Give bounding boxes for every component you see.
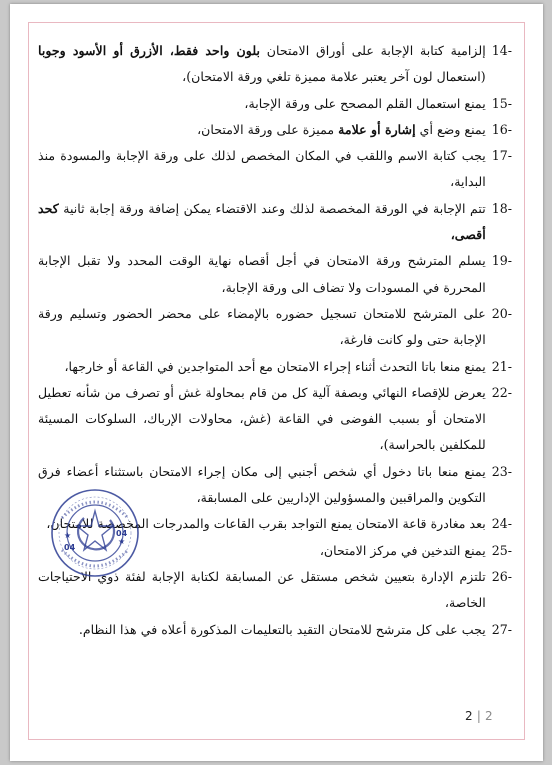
rule-text-part: يمنع منعا باتا التحدث أثناء إجراء الامتحان مع أحد المتواجدين في القاعة أو خارجها،: [64, 358, 486, 374]
rule-number: 21-: [491, 358, 512, 374]
rule-item: [38, 617, 512, 643]
rule-text: [38, 617, 486, 643]
rule-text-part: بعد مغادرة قاعة الامتحان يمنع التواجد بقرب القاعات والمدرجات المخصصة للامتحان،: [46, 516, 486, 532]
rule-text-part: يسلم المترشح ورقة الامتحان في أجل أقصاه نهاية الوقت المحدد ولا تقبل الإجابة المحررة في المسودات ولا تضاف الى ورقة الإجابة،: [38, 253, 486, 295]
rule-text-part: تتم الإجابة في الورقة المخصصة لذلك وعند الاقتضاء يمكن إضافة ورقة إجابة ثانية: [58, 200, 486, 216]
rule-text: [38, 248, 486, 301]
rule-text: [38, 117, 486, 143]
rule-text-emphasis: بلون واحد فقط، الأزرق أو الأسود وجوبا: [38, 43, 260, 58]
rule-text-part: يعرض للإقصاء النهائي وبصفة آلية كل من قام بمحاولة غش أو تصرف من شأنه تعطيل الامتحان أو بسبب الفوضى في القاعة (غش، محاولات الإرباك، السلوكات المسيئة للمكلفين بالحراسة)،: [38, 384, 486, 453]
official-stamp: [50, 488, 140, 578]
stamp-number-2: 04: [64, 543, 76, 552]
rule-item: [38, 301, 512, 354]
rule-text: [38, 91, 486, 117]
rule-text: [38, 354, 486, 380]
rule-text: [38, 38, 486, 91]
svg-text:★: ★: [118, 537, 126, 546]
rule-text-part: يمنع وضع أي: [415, 121, 486, 137]
rule-number: 25-: [491, 542, 512, 558]
rule-item: [38, 380, 512, 459]
rule-text-part: مميزة على ورقة الامتحان،: [197, 121, 339, 137]
stamp-number: 04: [116, 529, 128, 538]
rule-text: [38, 143, 486, 196]
page-current: 2: [465, 709, 473, 723]
rule-number: 14-: [491, 43, 512, 58]
rule-text-part: (استعمال لون آخر يعتبر علامة مميزة تلغي ورقة الامتحان)،: [182, 69, 486, 85]
document-page: [10, 4, 543, 761]
rule-number: 22-: [491, 384, 512, 400]
rule-text-emphasis: كحد أقصى،: [38, 200, 486, 243]
page-number: [465, 709, 493, 723]
rule-number: 20-: [491, 305, 512, 321]
rule-item: [38, 91, 512, 117]
rule-text-part: تلتزم الإدارة بتعيين شخص مستقل عن المسابقة لكتابة الإجابة لفئة ذوي الاحتياجات الخاصة،: [38, 568, 486, 611]
rule-text: [38, 380, 486, 459]
rule-text: [38, 196, 486, 249]
rule-text-part: على المترشح للامتحان تسجيل حضوره بالإمضاء على محضر الحضور وتسليم ورقة الإجابة حتى ولو كانت فارغة،: [38, 305, 486, 348]
rule-text-part: يمنع منعا باتا دخول أي شخص أجنبي إلى مكان إجراء الامتحان باستثناء أعضاء فرق التكوين والمراقبين والمسؤولين الإداريين على المسابقة،: [38, 463, 486, 506]
rule-item: [38, 143, 512, 196]
page-total: 2: [485, 709, 493, 723]
rule-number: 27-: [491, 621, 512, 637]
rule-text-part: يمنع استعمال القلم المصحح على ورقة الإجابة،: [244, 95, 486, 111]
rule-item: [38, 354, 512, 380]
svg-text:★: ★: [64, 531, 72, 540]
rule-number: 19-: [491, 253, 512, 269]
rule-number: 26-: [491, 568, 512, 584]
rule-text-part: يجب كتابة الاسم واللقب في المكان المخصص لذلك على ورقة الإجابة والمسودة منذ البداية،: [38, 148, 486, 190]
rule-text: [38, 301, 486, 354]
rule-text-emphasis: إشارة أو علامة: [338, 121, 416, 137]
rule-item: [38, 196, 512, 249]
rule-text-part: إلزامية كتابة الإجابة على أوراق الامتحان: [260, 43, 486, 58]
rule-number: 24-: [491, 516, 512, 532]
rule-text-part: يمنع التدخين في مركز الامتحان،: [319, 542, 486, 558]
rule-number: 17-: [491, 148, 512, 164]
rule-number: 15-: [491, 95, 512, 111]
rule-number: 18-: [491, 200, 512, 216]
rule-number: 16-: [491, 121, 512, 137]
rule-number: 23-: [491, 463, 512, 479]
page-separator: |: [476, 709, 482, 723]
rule-item: [38, 248, 512, 301]
rule-text-part: يجب على كل مترشح للامتحان التقيد بالتعليمات المذكورة أعلاه في هذا النظام.: [78, 621, 486, 637]
rule-item: [38, 38, 512, 91]
rule-item: [38, 117, 512, 143]
